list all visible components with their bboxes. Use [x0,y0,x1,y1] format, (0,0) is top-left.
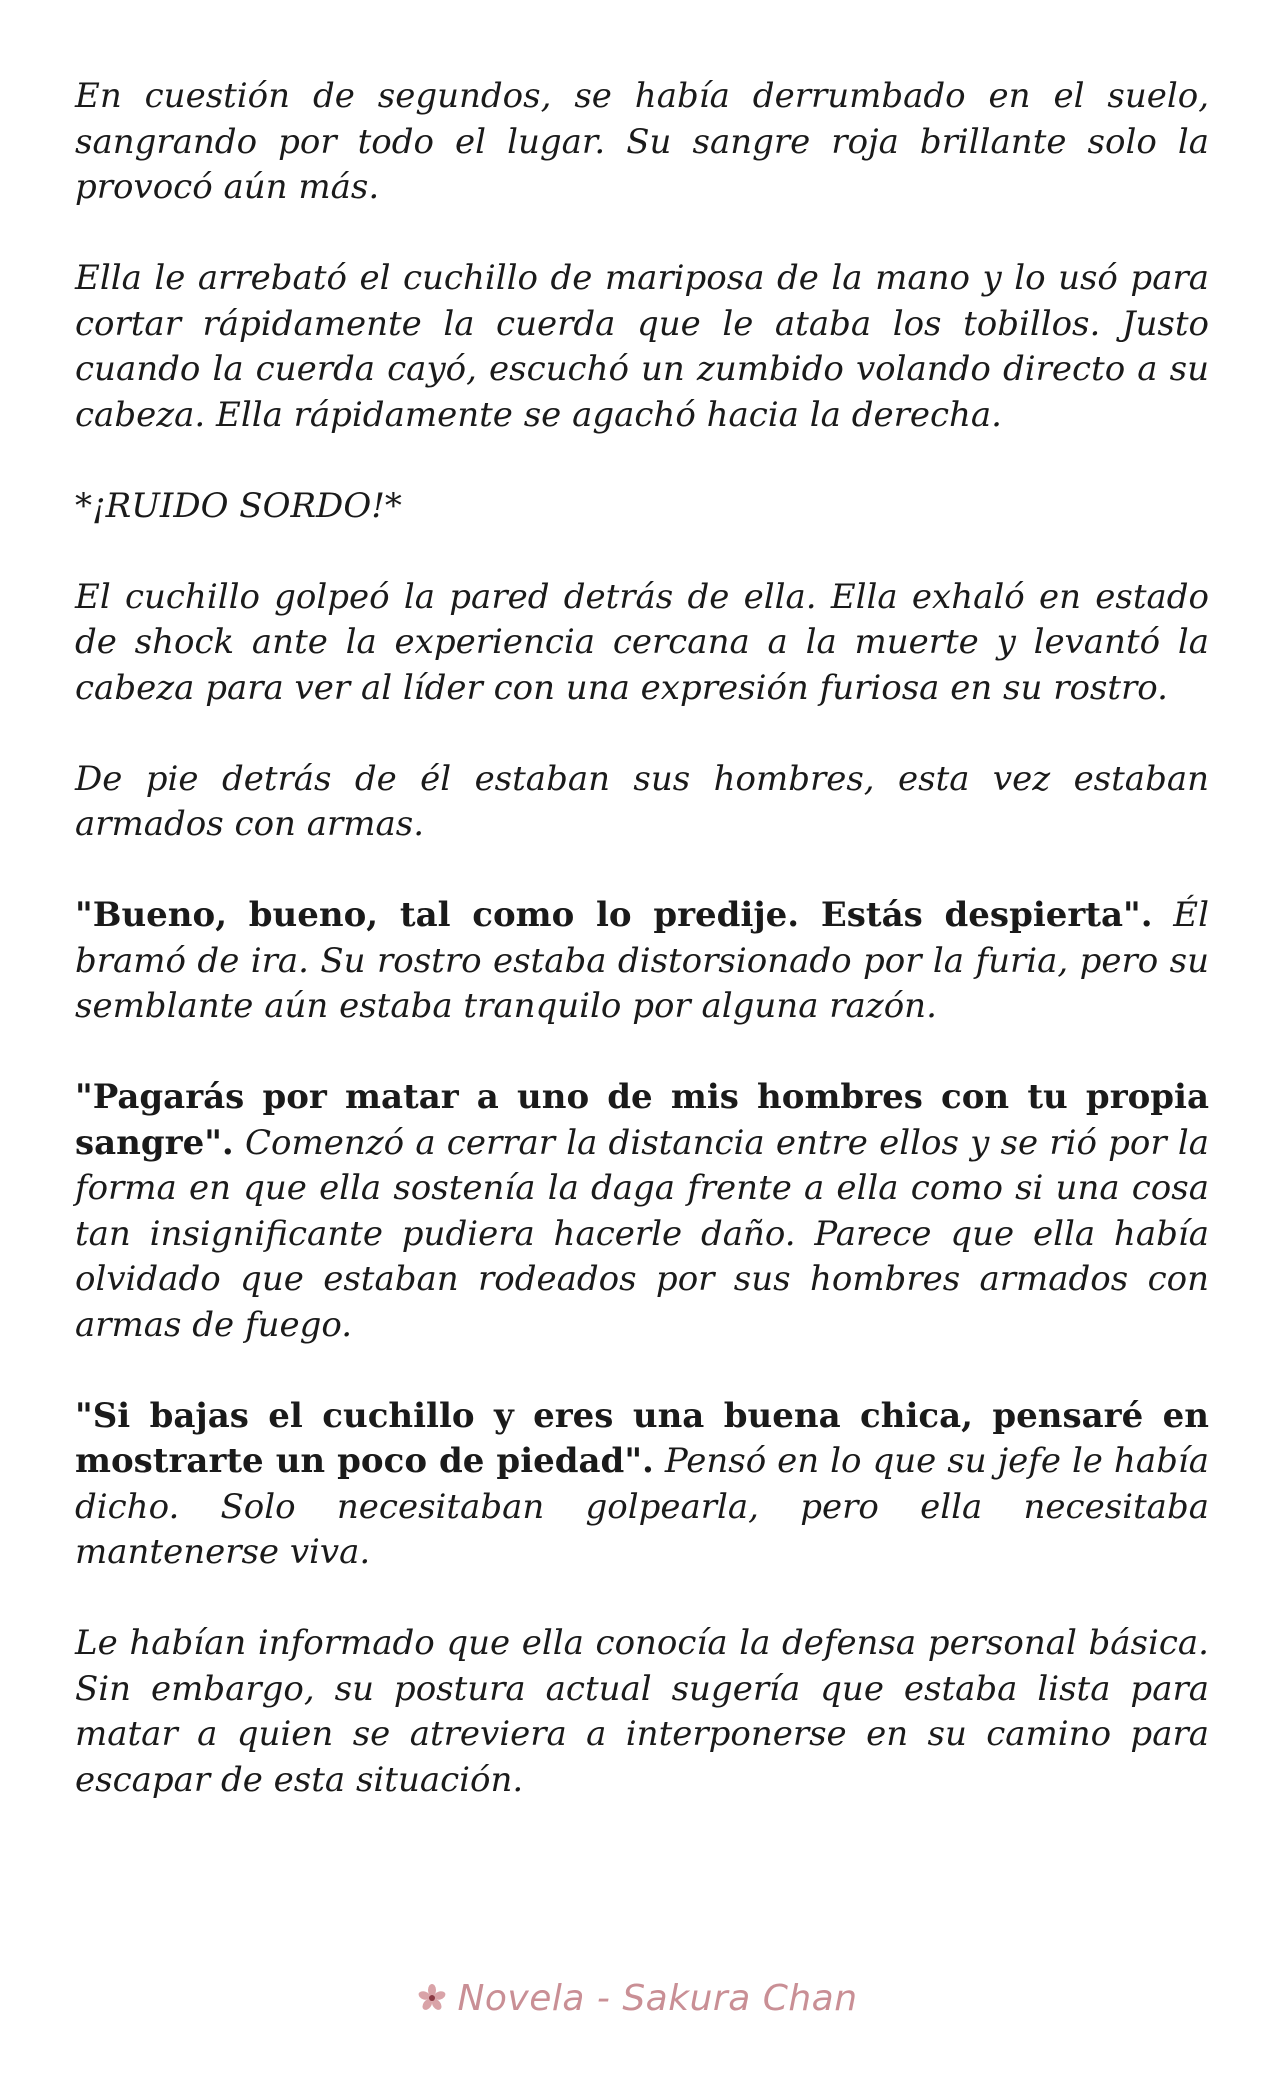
watermark-text: Novela - Sakura Chan [457,1978,858,2019]
paragraph [75,256,1209,438]
paragraph [75,484,1209,530]
narration: El cuchillo golpeó la pared detrás de ella. Ella exhaló en estado de shock ante la experiencia cercana a la muerte y levantó la cabeza para ver al líder con una expresión furiosa en su rostro. [75,576,1209,708]
paragraph [75,1075,1209,1348]
narration: Ella le arrebató el cuchillo de mariposa de la mano y lo usó para cortar rápidamente la cuerda que le ataba los tobillos. Justo cuando la cuerda cayó, escuchó un zumbido volando directo a su cabeza. Ella rápidamente se agachó hacia la derecha. [75,258,1209,435]
paragraph [75,74,1209,211]
paragraph [75,893,1209,1030]
narration: Comenzó a cerrar la distancia entre ellos y se rió por la forma en que ella sostenía la daga frente a ella como si una cosa tan insignificante pudiera hacerle daño. Parece que ella había olvidado que estaban rodeados por sus hombres armados con armas de fuego. [75,1122,1209,1345]
dialogue: "Bueno, bueno, tal como lo predije. Estás despierta". [75,895,1153,935]
paragraph [75,575,1209,712]
narration: Pensó en lo que su jefe le había dicho. Solo necesitaban golpearla, pero ella necesitaba mantenerse viva. [75,1441,1209,1572]
narration: En cuestión de segundos, se había derrumbado en el suelo, sangrando por todo el lugar. Su sangre roja brillante solo la provocó aún más. [75,76,1209,207]
paragraph [75,1394,1209,1576]
narration: Él bramó de ira. Su rostro estaba distorsionado por la furia, pero su semblante aún estaba tranquilo por alguna razón. [75,895,1209,1026]
sakura-flower-icon [417,1983,447,2013]
watermark [0,1978,1275,2019]
paragraph [75,1621,1209,1803]
sound-effect: *¡RUIDO SORDO!* [75,485,402,526]
dialogue: "Pagarás por matar a uno de mis hombres con tu propia sangre". [75,1077,1209,1163]
paragraph [75,757,1209,848]
narration: De pie detrás de él estaban sus hombres, esta vez estaban armados con armas. [75,758,1209,844]
narration: Le habían informado que ella conocía la defensa personal básica. Sin embargo, su postura actual sugería que estaba lista para matar a quien se atreviera a interponerse en su camino para escapar de esta situación. [75,1623,1209,1800]
dialogue: "Si bajas el cuchillo y eres una buena chica, pensaré en mostrarte un poco de piedad". [75,1395,1209,1481]
